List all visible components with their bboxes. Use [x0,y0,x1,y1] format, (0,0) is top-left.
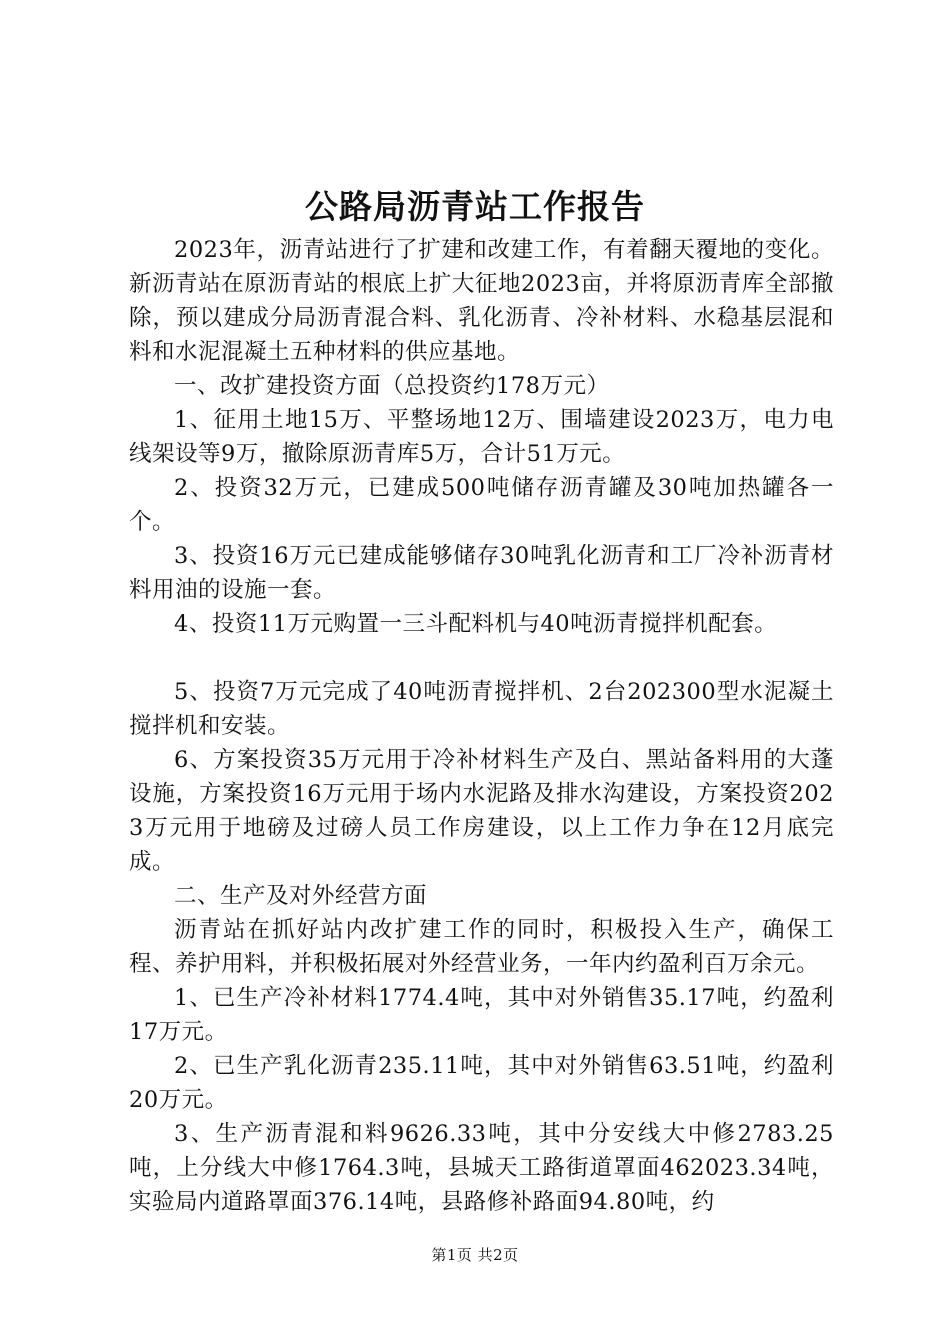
paragraph-item-2: 2、投资32万元，已建成500吨储存沥青罐及30吨加热罐各一个。 [129,475,834,535]
paragraph-item-3: 3、投资16万元已建成能够储存30吨乳化沥青和工厂冷补沥青材料用油的设施一套。 [129,543,834,603]
paragraph-production-intro: 沥青站在抓好站内改扩建工作的同时，积极投入生产，确保工程、养护用料，并积极拓展对外经营业务，一年内约盈利百万余元。 [129,917,834,977]
paragraph-item-1: 1、征用土地15万、平整场地12万、围墙建设2023万，电力电线架设等9万，撤除原沥青库5万，合计51万元。 [129,407,834,467]
section-heading-production: 二、生产及对外经营方面 [174,883,428,909]
document-body [129,233,834,1219]
paragraph-production-3: 3、生产沥青混和料9626.33吨，其中分安线大中修2783.25吨，上分线大中修1764.3吨，县城天工路街道罩面462023.34吨，实验局内道路罩面376.14吨，县路修补路面94.80吨，约 [129,1121,834,1215]
paragraph-intro: 2023年，沥青站进行了扩建和改建工作，有着翻天覆地的变化。新沥青站在原沥青站的根底上扩大征地2023亩，并将原沥青库全部撤除，预以建成分局沥青混合料、乳化沥青、冷补材料、水稳基层混和料和水泥混凝土五种材料的供应基地。 [129,237,834,365]
paragraph-item-5: 5、投资7万元完成了40吨沥青搅拌机、2台202300型水泥凝土搅拌机和安装。 [129,679,834,739]
document-title: 公路局沥青站工作报告 [305,187,645,226]
paragraph-production-2: 2、已生产乳化沥青235.11吨，其中对外销售63.51吨，约盈利20万元。 [129,1053,834,1113]
page-footer: 第1页 共2页 [431,1246,519,1264]
paragraph-item-6: 6、方案投资35万元用于冷补材料生产及白、黑站备料用的大蓬设施，方案投资16万元用于场内水泥路及排水沟建设，方案投资2023万元用于地磅及过磅人员工作房建设，以上工作力争在12月底完成。 [129,747,834,875]
section-heading-investment: 一、改扩建投资方面（总投资约178万元） [174,373,610,399]
paragraph-production-1: 1、已生产冷补材料1774.4吨，其中对外销售35.17吨，约盈利17万元。 [129,985,834,1045]
paragraph-item-4: 4、投资11万元购置一三斗配料机与40吨沥青搅拌机配套。 [174,611,778,637]
